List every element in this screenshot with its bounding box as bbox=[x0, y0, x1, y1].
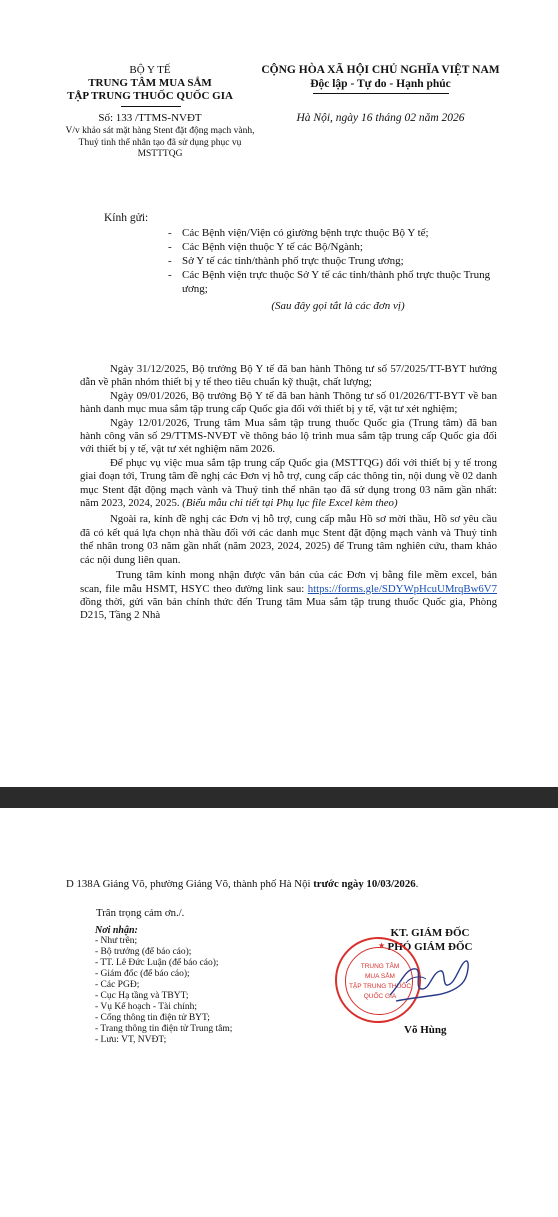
thanks: Trân trọng cảm ơn./. bbox=[96, 907, 185, 919]
paragraph-3: Ngày 12/01/2026, Trung tâm Mua sắm tập trung thuốc Quốc gia (Trung tâm) đã ban hành công văn số 29/TTMS-NVĐT về thông báo lộ trình mua sắm tập trung cấp Quốc gia đối với thiết bị y tế, vật tư xét nghiệm năm 2026. bbox=[80, 416, 497, 456]
distribution-item: - Vụ Kế hoạch - Tài chính; bbox=[95, 1002, 198, 1012]
distribution-item: - TT. Lê Đức Luận (để báo cáo); bbox=[95, 958, 219, 968]
distribution-item: - Cổng thông tin điện tử BYT; bbox=[95, 1013, 210, 1023]
distribution-item: - Bộ trưởng (để báo cáo); bbox=[95, 947, 192, 957]
header-underline-left bbox=[121, 106, 181, 107]
letter-body bbox=[80, 363, 497, 623]
official-seal: TRUNG TÂM MUA SẮM TẬP TRUNG THUỐC QUỐC GIA ★ bbox=[335, 937, 421, 1023]
paragraph-7: D 138A Giảng Võ, phường Giảng Võ, thành phố Hà Nội trước ngày 10/03/2026. bbox=[66, 878, 419, 890]
issuing-body bbox=[60, 64, 240, 103]
paragraph-1: Ngày 31/12/2025, Bộ trưởng Bộ Y tế đã ban hành Thông tư số 57/2025/TT-BYT hướng dẫn về phân nhóm thiết bị y tế theo tiêu chuẩn kỹ thuật, chất lượng; bbox=[80, 363, 497, 389]
doc-subject: V/v khảo sát mặt hàng Stent đặt động mạch vành, Thuỷ tinh thể nhân tạo đã sử dụng phục vụ MSTTTQG bbox=[65, 126, 255, 159]
distribution-item: - Trang thông tin điện tử Trung tâm; bbox=[95, 1024, 233, 1034]
signer-title-2: PHÓ GIÁM ĐỐC bbox=[387, 941, 473, 953]
motto-underline bbox=[313, 93, 449, 94]
recipient-note: (Sau đây gọi tắt là các đơn vị) bbox=[271, 300, 405, 312]
paragraph-6: Trung tâm kính mong nhận được văn bản của các Đơn vị bằng file mềm excel, bản scan, file mẫu HSMT, HSYC theo đường link sau: https://forms.gle/SDYWpHcuUMrqBw6V7 đồng thời, gửi văn bản chính thức đến Trung tâm Mua sắm tập trung thuốc Quốc gia, Phòng D215, Tầng 2 Nhà bbox=[80, 569, 498, 622]
recipient-list bbox=[168, 226, 508, 296]
deadline: trước ngày 10/03/2026 bbox=[313, 878, 416, 890]
greeting: Kính gửi: bbox=[104, 212, 149, 224]
distribution-item: - Như trên; bbox=[95, 936, 138, 946]
distribution-title: Nơi nhận: bbox=[95, 925, 138, 936]
distribution-item: - Cục Hạ tầng và TBYT; bbox=[95, 991, 189, 1001]
national-motto: Độc lập - Tự do - Hạnh phúc bbox=[310, 78, 451, 90]
handwritten-signature bbox=[386, 955, 476, 1005]
doc-number: Số: 133 /TTMS-NVĐT bbox=[98, 112, 202, 124]
recipient-item: - Các Bệnh viện thuộc Y tế các Bộ/Ngành; bbox=[168, 241, 363, 253]
place-date: Hà Nội, ngày 16 tháng 02 năm 2026 bbox=[296, 112, 465, 124]
paragraph-2: Ngày 09/01/2026, Bộ trưởng Bộ Y tế đã ban hành Thông tư số 01/2026/TT-BYT về ban hành danh mục mua sắm tập trung cấp Quốc gia đối với thiết bị y tế, vật tư xét nghiệm; bbox=[80, 389, 497, 416]
signer-name: Võ Hùng bbox=[404, 1024, 447, 1036]
distribution-list bbox=[95, 925, 325, 1046]
center-name-line1: TRUNG TÂM MUA SẮM bbox=[88, 77, 212, 89]
page-break-band bbox=[0, 787, 558, 808]
ministry-name: BỘ Y TẾ bbox=[129, 64, 171, 76]
survey-form-link[interactable]: https://forms.gle/SDYWpHcuUMrqBw6V7 bbox=[307, 582, 498, 595]
distribution-item: - Giám đốc (để báo cáo); bbox=[95, 969, 190, 979]
paragraph-4: Để phục vụ việc mua sắm tập trung cấp Quốc gia (MSTTQG) đối với thiết bị y tế trong giai đoạn tới, Trung tâm đề nghị các Đơn vị hỗ trợ, cung cấp các thông tin, nội dung về 02 danh mục Stent đặt động mạch vành và Thuỷ tinh thể nhân tạo đã sử dụng trong 03 năm gần nhất: năm 2023, 2024, 2025. (Biểu mẫu chi tiết tại Phụ lục file Excel kèm theo) bbox=[80, 456, 497, 510]
country-name: CỘNG HÒA XÃ HỘI CHỦ NGHĨA VIỆT NAM bbox=[261, 64, 500, 76]
center-name-line2: TẬP TRUNG THUỐC QUỐC GIA bbox=[67, 90, 233, 102]
signer-title-1: KT. GIÁM ĐỐC bbox=[390, 927, 470, 939]
appendix-note: (Biểu mẫu chi tiết tại Phụ lục file Excel kèm theo) bbox=[182, 497, 398, 510]
distribution-item: - Lưu: VT, NVĐT; bbox=[95, 1035, 167, 1045]
recipient-item: - Các Bệnh viện/Viện có giường bệnh trực thuộc Bộ Y tế; bbox=[168, 227, 429, 239]
paragraph-5: Ngoài ra, kính đề nghị các Đơn vị hỗ trợ, cung cấp mẫu Hồ sơ mời thầu, Hồ sơ yêu cầu đã có kết quả lựa chọn nhà thầu đối với các danh mục Stent đặt động mạch vành và Thuỷ tinh thể nhân trong 03 năm gần nhất (năm 2023, 2024, 2025) để Trung tâm nghiên cứu, tham khảo các nội dung liên quan. bbox=[80, 513, 497, 566]
recipient-item: - Sở Y tế các tỉnh/thành phố trực thuộc Trung ương; bbox=[168, 255, 404, 267]
recipient-item: - Các Bệnh viện trực thuộc Sở Y tế các tỉnh/thành phố trực thuộc Trung ương; bbox=[168, 269, 491, 295]
distribution-item: - Các PGĐ; bbox=[95, 980, 140, 990]
